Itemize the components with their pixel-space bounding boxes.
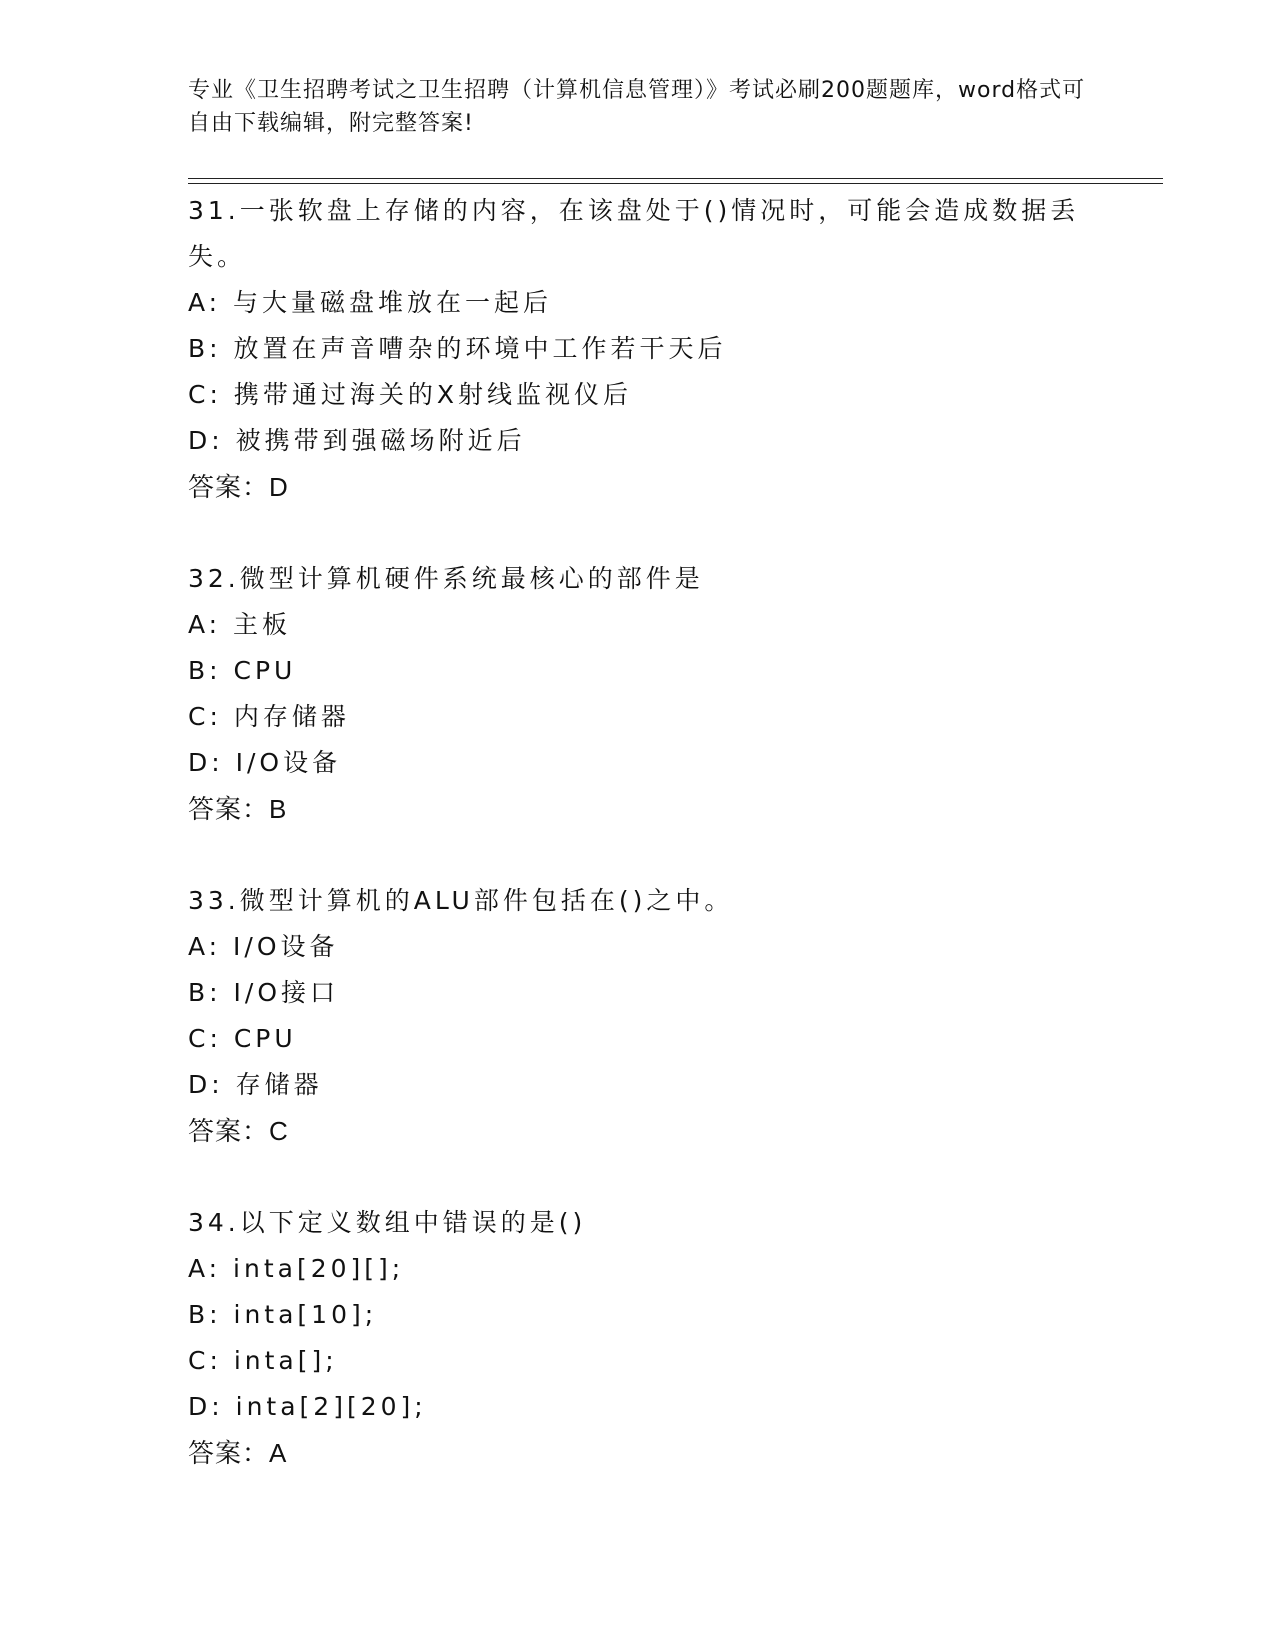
question-32 <box>188 556 1088 832</box>
option-d: D: 被携带到强磁场附近后 <box>188 426 526 455</box>
answer: 答案：A <box>188 1438 288 1468</box>
option-b: B: inta[10]; <box>188 1300 378 1329</box>
question-gap <box>188 832 1088 878</box>
option-d: D: I/O设备 <box>188 748 342 777</box>
answer: 答案：D <box>188 472 289 502</box>
option-b: B: I/O接口 <box>188 978 339 1007</box>
document-header: 专业《卫生招聘考试之卫生招聘（计算机信息管理）》考试必刷200题题库，word格式可自由下载编辑，附完整答案! <box>188 78 1086 136</box>
question-34 <box>188 1200 1088 1476</box>
question-stem: 32.微型计算机硬件系统最核心的部件是 <box>188 564 704 593</box>
option-a: A: inta[20][]; <box>188 1254 405 1283</box>
option-c: C: inta[]; <box>188 1346 338 1375</box>
question-gap <box>188 510 1088 556</box>
question-stem: 31.一张软盘上存储的内容，在该盘处于()情况时，可能会造成数据丢失。 <box>188 196 1080 271</box>
option-a: A: 主板 <box>188 610 292 639</box>
answer: 答案：C <box>188 1116 289 1146</box>
option-d: D: 存储器 <box>188 1070 323 1099</box>
question-list <box>188 188 1088 1476</box>
option-c: C: 内存储器 <box>188 702 350 731</box>
option-a: A: I/O设备 <box>188 932 339 961</box>
option-c: C: 携带通过海关的X射线监视仪后 <box>188 380 632 409</box>
question-stem: 33.微型计算机的ALU部件包括在()之中。 <box>188 886 734 915</box>
question-33 <box>188 878 1088 1154</box>
option-b: B: 放置在声音嘈杂的环境中工作若干天后 <box>188 334 727 363</box>
header-divider-top <box>188 178 1163 179</box>
option-a: A: 与大量磁盘堆放在一起后 <box>188 288 553 317</box>
option-b: B: CPU <box>188 656 297 685</box>
header-divider-bottom <box>188 183 1163 184</box>
answer: 答案：B <box>188 794 288 824</box>
question-stem: 34.以下定义数组中错误的是() <box>188 1208 587 1237</box>
option-c: C: CPU <box>188 1024 297 1053</box>
question-31 <box>188 188 1088 510</box>
option-d: D: inta[2][20]; <box>188 1392 427 1421</box>
question-gap <box>188 1154 1088 1200</box>
